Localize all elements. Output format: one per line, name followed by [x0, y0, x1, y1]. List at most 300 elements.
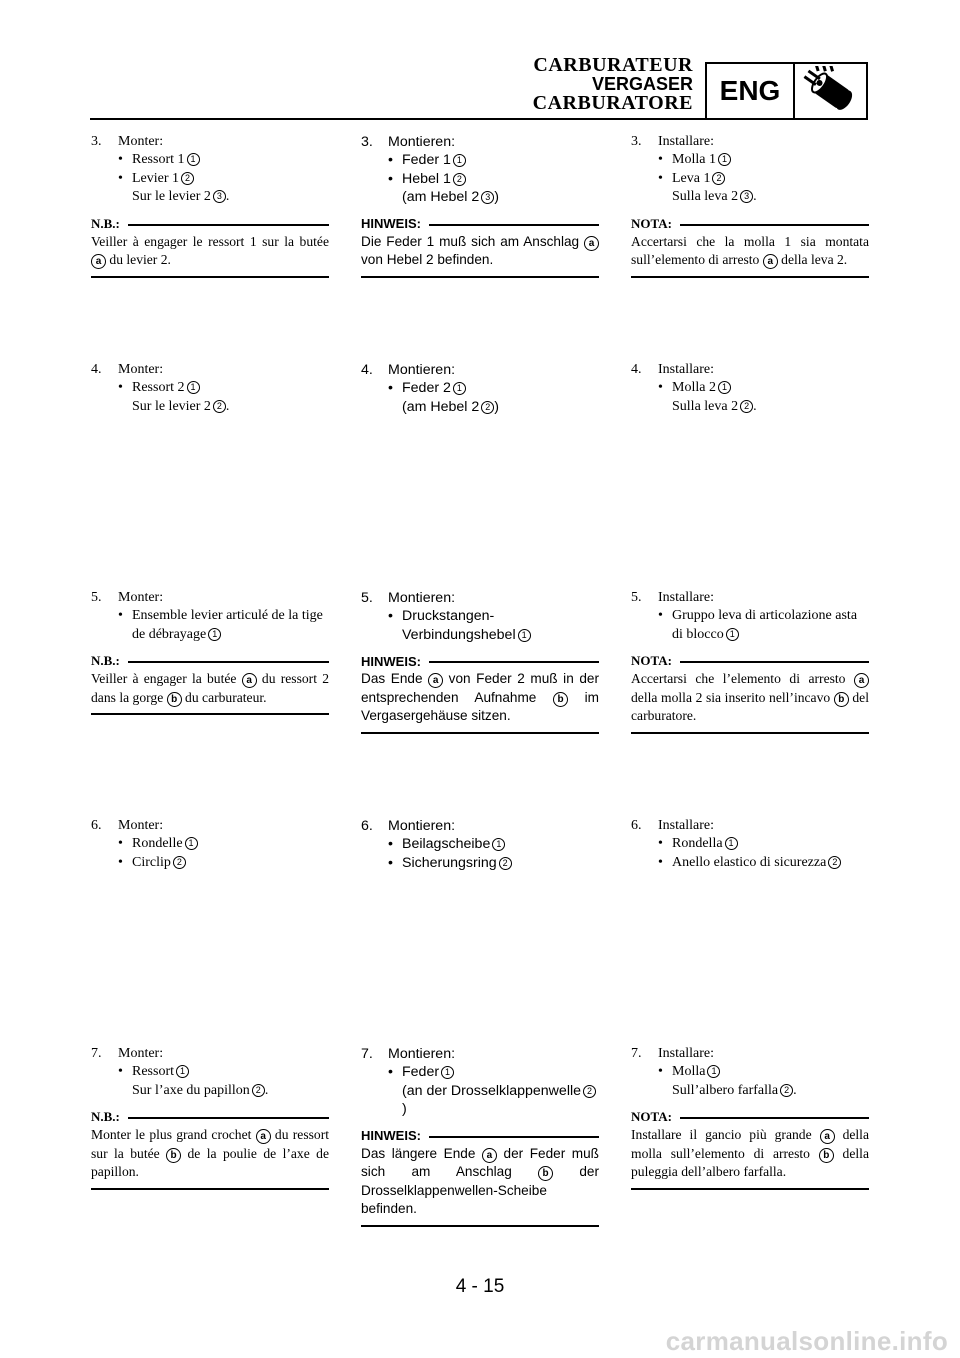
- page-number: 4 - 15: [455, 1276, 505, 1297]
- part-text-wrap: [118, 835, 329, 853]
- part-item: [361, 835, 599, 853]
- part-text-wrap: [118, 151, 329, 169]
- note-header: [361, 1127, 599, 1145]
- part-text: Molla 2: [672, 380, 716, 396]
- callout-number-icon: 3: [213, 190, 226, 203]
- step-action: Installare:: [658, 590, 714, 605]
- note-box: [361, 215, 599, 278]
- note-text-part: Installare il gancio più grande: [631, 1127, 820, 1143]
- step-action: Installare:: [658, 362, 714, 377]
- step-title: [631, 817, 869, 835]
- callout-number-icon: 2: [712, 172, 725, 185]
- part-location: [91, 188, 329, 206]
- bullet-icon: •: [388, 170, 393, 187]
- callout-letter-icon: b: [167, 692, 182, 707]
- bullet-icon: •: [388, 854, 393, 871]
- step-number: 5.: [361, 590, 373, 606]
- note-header: [91, 215, 329, 233]
- callout-number-icon: 3: [481, 191, 494, 204]
- note-label: HINWEIS:: [361, 653, 421, 669]
- note-end-rule: [91, 713, 329, 715]
- step-3: [91, 133, 329, 278]
- step-number: 4.: [91, 362, 102, 377]
- bullet-icon: •: [388, 1064, 393, 1081]
- bullet-icon: •: [658, 1064, 663, 1080]
- note-end-rule: [631, 1188, 869, 1190]
- step-5: [361, 589, 599, 734]
- part-text: Sull’albero farfalla: [672, 1082, 779, 1098]
- part-location: [631, 188, 869, 206]
- callout-letter-icon: b: [834, 692, 849, 707]
- step-title: [631, 361, 869, 379]
- note-label: N.B.:: [91, 215, 120, 231]
- callout-number-icon: 2: [173, 856, 186, 869]
- part-text-wrap: [118, 854, 329, 872]
- step-number: 6.: [631, 818, 642, 833]
- part-text: Ressort 1: [132, 152, 185, 168]
- part-text: Gruppo leva di articolazione asta di blocco: [672, 608, 858, 642]
- callout-letter-icon: a: [482, 1148, 497, 1163]
- note-rule: [128, 661, 329, 663]
- step-title: [631, 589, 869, 607]
- callout-number-icon: 2: [583, 1085, 596, 1098]
- step-title: [361, 133, 599, 151]
- callout-number-icon: 2: [828, 856, 841, 869]
- callout-letter-icon: a: [256, 1129, 271, 1144]
- part-item: [631, 835, 869, 853]
- note-end-rule: [631, 732, 869, 734]
- step-7: [361, 1045, 599, 1227]
- note-text-part: von Feder 2 muß in der entsprechenden Aufnahme: [361, 671, 599, 705]
- note-rule: [680, 1117, 869, 1119]
- bullet-icon: •: [118, 836, 123, 852]
- note-text-part: von Hebel 2 befinden.: [361, 252, 494, 268]
- note-rule: [429, 224, 599, 226]
- note-text-part: de la poulie de l’axe de papillon.: [91, 1145, 329, 1180]
- part-text: Feder 1: [402, 152, 451, 169]
- note-header: [631, 652, 869, 670]
- step-number: 3.: [631, 134, 642, 149]
- step-4: [91, 361, 329, 416]
- part-text: Sur l’axe du papillon: [132, 1082, 250, 1098]
- note-header: [631, 1108, 869, 1126]
- note-text-part: Accertarsi che l’elemento di arresto: [631, 671, 854, 687]
- part-text: Sur le levier 2: [132, 189, 211, 205]
- note-text: [361, 670, 599, 726]
- step-action: Montieren:: [388, 362, 456, 378]
- note-end-rule: [91, 1188, 329, 1190]
- part-location: [631, 1082, 869, 1100]
- callout-letter-icon: a: [242, 673, 257, 688]
- note-text-part: du ressort sur la butée: [91, 1127, 329, 1161]
- callout-letter-icon: b: [819, 1148, 834, 1163]
- title-italian: CARBURATORE: [532, 92, 693, 114]
- part-location: [361, 398, 599, 416]
- part-suffix: ): [494, 398, 500, 415]
- note-rule: [680, 224, 869, 226]
- part-text-wrap: [388, 170, 599, 188]
- callout-number-icon: 1: [725, 837, 738, 850]
- callout-number-icon: 1: [518, 629, 531, 642]
- watermark: carmanualsonline.info: [665, 1326, 948, 1356]
- note-text: [91, 1126, 329, 1182]
- step-number: 6.: [361, 818, 373, 834]
- part-text: Ensemble levier articulé de la tige de débrayage: [132, 608, 323, 642]
- step-3: [361, 133, 599, 278]
- bullet-icon: •: [658, 170, 663, 186]
- note-label: HINWEIS:: [361, 1128, 421, 1144]
- note-text-part: Veiller à engager le ressort 1 sur la butée: [91, 233, 329, 249]
- note-text-part: della molla sull’elemento di arresto: [631, 1127, 869, 1161]
- note-label: HINWEIS:: [361, 216, 421, 232]
- step-6: [91, 817, 329, 872]
- part-text-wrap: [658, 854, 869, 872]
- note-text-part: della leva 2.: [777, 252, 848, 268]
- note-box: [631, 652, 869, 734]
- note-text-part: du carburateur.: [181, 689, 267, 705]
- bullet-icon: •: [388, 836, 393, 853]
- part-text: Rondella: [672, 836, 723, 852]
- note-text-part: Das Ende: [361, 671, 429, 687]
- callout-letter-icon: a: [763, 254, 778, 269]
- part-text-wrap: [388, 379, 599, 397]
- note-box: [91, 652, 329, 715]
- note-box: [361, 1127, 599, 1227]
- step-title: [91, 361, 329, 379]
- note-text-part: della molla 2 sia inserito nell’incavo: [631, 689, 834, 705]
- bullet-icon: •: [658, 152, 663, 168]
- callout-number-icon: 2: [740, 400, 753, 413]
- part-text-wrap: [658, 607, 869, 644]
- note-text-part: du levier 2.: [106, 252, 171, 268]
- bullet-icon: •: [118, 1064, 123, 1080]
- part-item: [91, 835, 329, 853]
- engine-piston-icon: [795, 64, 866, 118]
- step-number: 7.: [91, 1046, 102, 1061]
- note-label: NOTA:: [631, 215, 672, 231]
- bullet-icon: •: [658, 836, 663, 852]
- part-text-wrap: [658, 835, 869, 853]
- step-title: [631, 1045, 869, 1063]
- part-text: Hebel 1: [402, 170, 451, 187]
- note-text-part: der Feder muß sich am Anschlag: [361, 1145, 599, 1180]
- part-item: [361, 151, 599, 169]
- note-rule: [128, 224, 329, 226]
- part-item: [361, 379, 599, 397]
- callout-number-icon: 1: [453, 382, 466, 395]
- part-text: (an der Drosselklappenwelle: [402, 1082, 582, 1099]
- part-text-wrap: [118, 607, 329, 644]
- part-suffix: ): [494, 189, 500, 206]
- part-text: Beilagscheibe: [402, 836, 491, 853]
- callout-number-icon: 2: [481, 401, 494, 414]
- part-text-wrap: [658, 379, 869, 397]
- callout-number-icon: 1: [187, 381, 200, 394]
- part-text-wrap: [118, 379, 329, 397]
- note-text: [91, 670, 329, 707]
- part-text-wrap: [388, 854, 599, 872]
- part-suffix: .: [264, 1082, 269, 1098]
- callout-letter-icon: a: [428, 673, 443, 688]
- part-text: Anello elastico di sicurezza: [672, 854, 827, 870]
- bullet-icon: •: [388, 152, 393, 169]
- note-header: [91, 1108, 329, 1126]
- callout-letter-icon: b: [538, 1166, 553, 1181]
- part-text: Sicherungsring: [402, 854, 497, 871]
- part-item: [631, 151, 869, 169]
- note-text-part: Veiller à engager la butée: [91, 671, 242, 687]
- step-title: [361, 1045, 599, 1063]
- header-rule: [90, 118, 868, 120]
- part-text-wrap: [658, 151, 869, 169]
- step-title: [361, 817, 599, 835]
- step-action: Montieren:: [388, 818, 456, 834]
- callout-letter-icon: a: [91, 254, 106, 269]
- part-item: [91, 151, 329, 169]
- note-box: [631, 1108, 869, 1190]
- step-action: Montieren:: [388, 134, 456, 150]
- title-german: VERGASER: [591, 74, 693, 94]
- note-text: [91, 233, 329, 270]
- note-header: [631, 215, 869, 233]
- bullet-icon: •: [118, 608, 123, 624]
- part-location: [91, 1082, 329, 1100]
- step-number: 7.: [361, 1046, 373, 1062]
- part-text: Sulla leva 2: [672, 398, 739, 414]
- part-suffix: .: [793, 1082, 797, 1098]
- callout-number-icon: 1: [185, 837, 198, 850]
- note-text-part: der Drosselklappenwellen-Scheibe befinden.: [361, 1164, 599, 1217]
- step-action: Monter:: [118, 134, 164, 149]
- part-text-wrap: [658, 1063, 869, 1081]
- part-location: [361, 188, 599, 206]
- note-label: N.B.:: [91, 1109, 120, 1125]
- step-title: [361, 361, 599, 379]
- step-action: Montieren:: [388, 1046, 456, 1062]
- note-header: [361, 215, 599, 233]
- note-box: [361, 652, 599, 734]
- callout-number-icon: 1: [718, 381, 731, 394]
- part-location: [361, 1082, 599, 1119]
- note-text-part: Das längere Ende: [361, 1145, 482, 1161]
- part-text: Molla: [672, 1064, 706, 1080]
- part-text-wrap: [388, 835, 599, 853]
- part-text: Molla 1: [672, 152, 716, 168]
- bullet-icon: •: [388, 380, 393, 397]
- step-7: [91, 1045, 329, 1190]
- step-number: 4.: [361, 362, 373, 378]
- callout-number-icon: 1: [492, 838, 505, 851]
- note-end-rule: [361, 276, 599, 278]
- note-rule: [429, 1136, 599, 1138]
- callout-number-icon: 2: [453, 173, 466, 186]
- part-text: Ressort 2: [132, 380, 185, 396]
- part-suffix: ): [402, 1101, 407, 1118]
- part-text: (am Hebel 2: [402, 189, 480, 206]
- callout-number-icon: 3: [740, 190, 753, 203]
- bullet-icon: •: [118, 170, 123, 186]
- callout-number-icon: 2: [499, 857, 512, 870]
- callout-letter-icon: b: [553, 692, 568, 707]
- callout-letter-icon: b: [166, 1148, 181, 1163]
- part-text-wrap: [118, 170, 329, 188]
- part-item: [91, 607, 329, 644]
- part-text: Sur le levier 2: [132, 398, 211, 414]
- step-title: [361, 589, 599, 607]
- note-box: [91, 215, 329, 278]
- section-title: [533, 56, 693, 113]
- step-number: 3.: [361, 134, 373, 150]
- bullet-icon: •: [658, 608, 663, 624]
- note-text: [631, 670, 869, 726]
- part-suffix: .: [753, 398, 757, 414]
- note-header: [91, 652, 329, 670]
- step-title: [631, 133, 869, 151]
- bullet-icon: •: [118, 152, 123, 168]
- note-label: NOTA:: [631, 653, 672, 669]
- part-text-wrap: [118, 1063, 329, 1081]
- part-suffix: .: [225, 189, 230, 205]
- step-action: Monter:: [118, 1046, 164, 1061]
- bullet-icon: •: [658, 854, 663, 870]
- step-action: Monter:: [118, 818, 164, 833]
- note-text-part: Monter le plus grand crochet: [91, 1127, 256, 1143]
- note-header: [361, 652, 599, 670]
- step-title: [91, 1045, 329, 1063]
- note-label: N.B.:: [91, 653, 120, 669]
- note-end-rule: [631, 276, 869, 278]
- callout-letter-icon: a: [854, 673, 869, 688]
- callout-number-icon: 1: [726, 628, 739, 641]
- bullet-icon: •: [118, 380, 123, 396]
- part-item: [631, 607, 869, 644]
- part-item: [361, 170, 599, 188]
- callout-number-icon: 1: [441, 1066, 454, 1079]
- callout-number-icon: 2: [252, 1084, 265, 1097]
- step-action: Monter:: [118, 362, 164, 377]
- step-number: 4.: [631, 362, 642, 377]
- step-number: 7.: [631, 1046, 642, 1061]
- badge-label: ENG: [707, 64, 795, 118]
- note-text: [631, 1126, 869, 1182]
- callout-number-icon: 2: [181, 172, 194, 185]
- step-action: Monter:: [118, 590, 164, 605]
- part-location: [91, 398, 329, 416]
- part-text-wrap: [658, 170, 869, 188]
- note-text-part: im Vergasergehäuse sitzen.: [361, 689, 600, 724]
- part-text: (am Hebel 2: [402, 398, 480, 415]
- callout-number-icon: 1: [718, 153, 731, 166]
- step-4: [361, 361, 599, 416]
- note-end-rule: [361, 732, 599, 734]
- part-text: Ressort: [132, 1064, 174, 1080]
- step-6: [361, 817, 599, 872]
- step-number: 5.: [631, 590, 642, 605]
- step-7: [631, 1045, 869, 1190]
- part-text: Levier 1: [132, 170, 180, 186]
- note-text-part: Die Feder 1 muß sich am Anschlag: [361, 233, 584, 249]
- part-text-wrap: [388, 607, 599, 644]
- step-number: 3.: [91, 134, 102, 149]
- step-6: [631, 817, 869, 872]
- part-item: [91, 1063, 329, 1081]
- step-number: 6.: [91, 818, 102, 833]
- bullet-icon: •: [388, 608, 393, 625]
- part-item: [91, 170, 329, 188]
- note-rule: [680, 661, 869, 663]
- note-text: [361, 233, 599, 270]
- part-item: [361, 607, 599, 644]
- part-item: [91, 854, 329, 872]
- note-end-rule: [361, 1225, 599, 1227]
- step-action: Installare:: [658, 1046, 714, 1061]
- note-box: [631, 215, 869, 278]
- part-text: Rondelle: [132, 836, 183, 852]
- step-title: [91, 817, 329, 835]
- part-item: [361, 854, 599, 872]
- bullet-icon: •: [658, 380, 663, 396]
- step-5: [91, 589, 329, 715]
- part-text: Circlip: [132, 854, 171, 870]
- part-text: Sulla leva 2: [672, 189, 739, 205]
- part-item: [631, 379, 869, 397]
- callout-number-icon: 1: [187, 153, 200, 166]
- note-text-part: della puleggia dell’albero farfalla.: [631, 1145, 869, 1180]
- part-text-wrap: [388, 1063, 599, 1081]
- part-item: [361, 1063, 599, 1081]
- part-text: Druckstangen-Verbindungshebel: [402, 608, 516, 643]
- step-action: Montieren:: [388, 590, 456, 606]
- part-item: [91, 379, 329, 397]
- part-item: [631, 170, 869, 188]
- part-item: [631, 1063, 869, 1081]
- part-suffix: .: [225, 398, 230, 414]
- note-box: [91, 1108, 329, 1190]
- note-text-part: du ressort 2 dans la gorge: [91, 671, 330, 705]
- step-action: Installare:: [658, 818, 714, 833]
- note-text: [631, 233, 869, 270]
- callout-number-icon: 1: [208, 628, 221, 641]
- callout-number-icon: 1: [453, 154, 466, 167]
- callout-letter-icon: a: [820, 1129, 835, 1144]
- part-suffix: .: [753, 189, 757, 205]
- note-label: NOTA:: [631, 1109, 672, 1125]
- step-title: [91, 133, 329, 151]
- step-action: Installare:: [658, 134, 714, 149]
- callout-letter-icon: a: [584, 236, 599, 251]
- part-location: [631, 398, 869, 416]
- bullet-icon: •: [118, 854, 123, 870]
- part-text: Feder 2: [402, 380, 451, 397]
- step-5: [631, 589, 869, 734]
- part-text: Leva 1: [672, 170, 711, 186]
- part-item: [631, 854, 869, 872]
- callout-number-icon: 2: [780, 1084, 793, 1097]
- section-badge: [705, 62, 868, 120]
- step-number: 5.: [91, 590, 102, 605]
- callout-number-icon: 1: [176, 1065, 189, 1078]
- title-french: CARBURATEUR: [533, 54, 693, 76]
- step-3: [631, 133, 869, 278]
- note-rule: [429, 661, 599, 663]
- part-text-wrap: [388, 151, 599, 169]
- callout-number-icon: 1: [707, 1065, 720, 1078]
- note-text-part: del carburatore.: [631, 689, 869, 724]
- note-end-rule: [91, 276, 329, 278]
- part-text: Feder: [402, 1064, 440, 1081]
- step-4: [631, 361, 869, 416]
- step-title: [91, 589, 329, 607]
